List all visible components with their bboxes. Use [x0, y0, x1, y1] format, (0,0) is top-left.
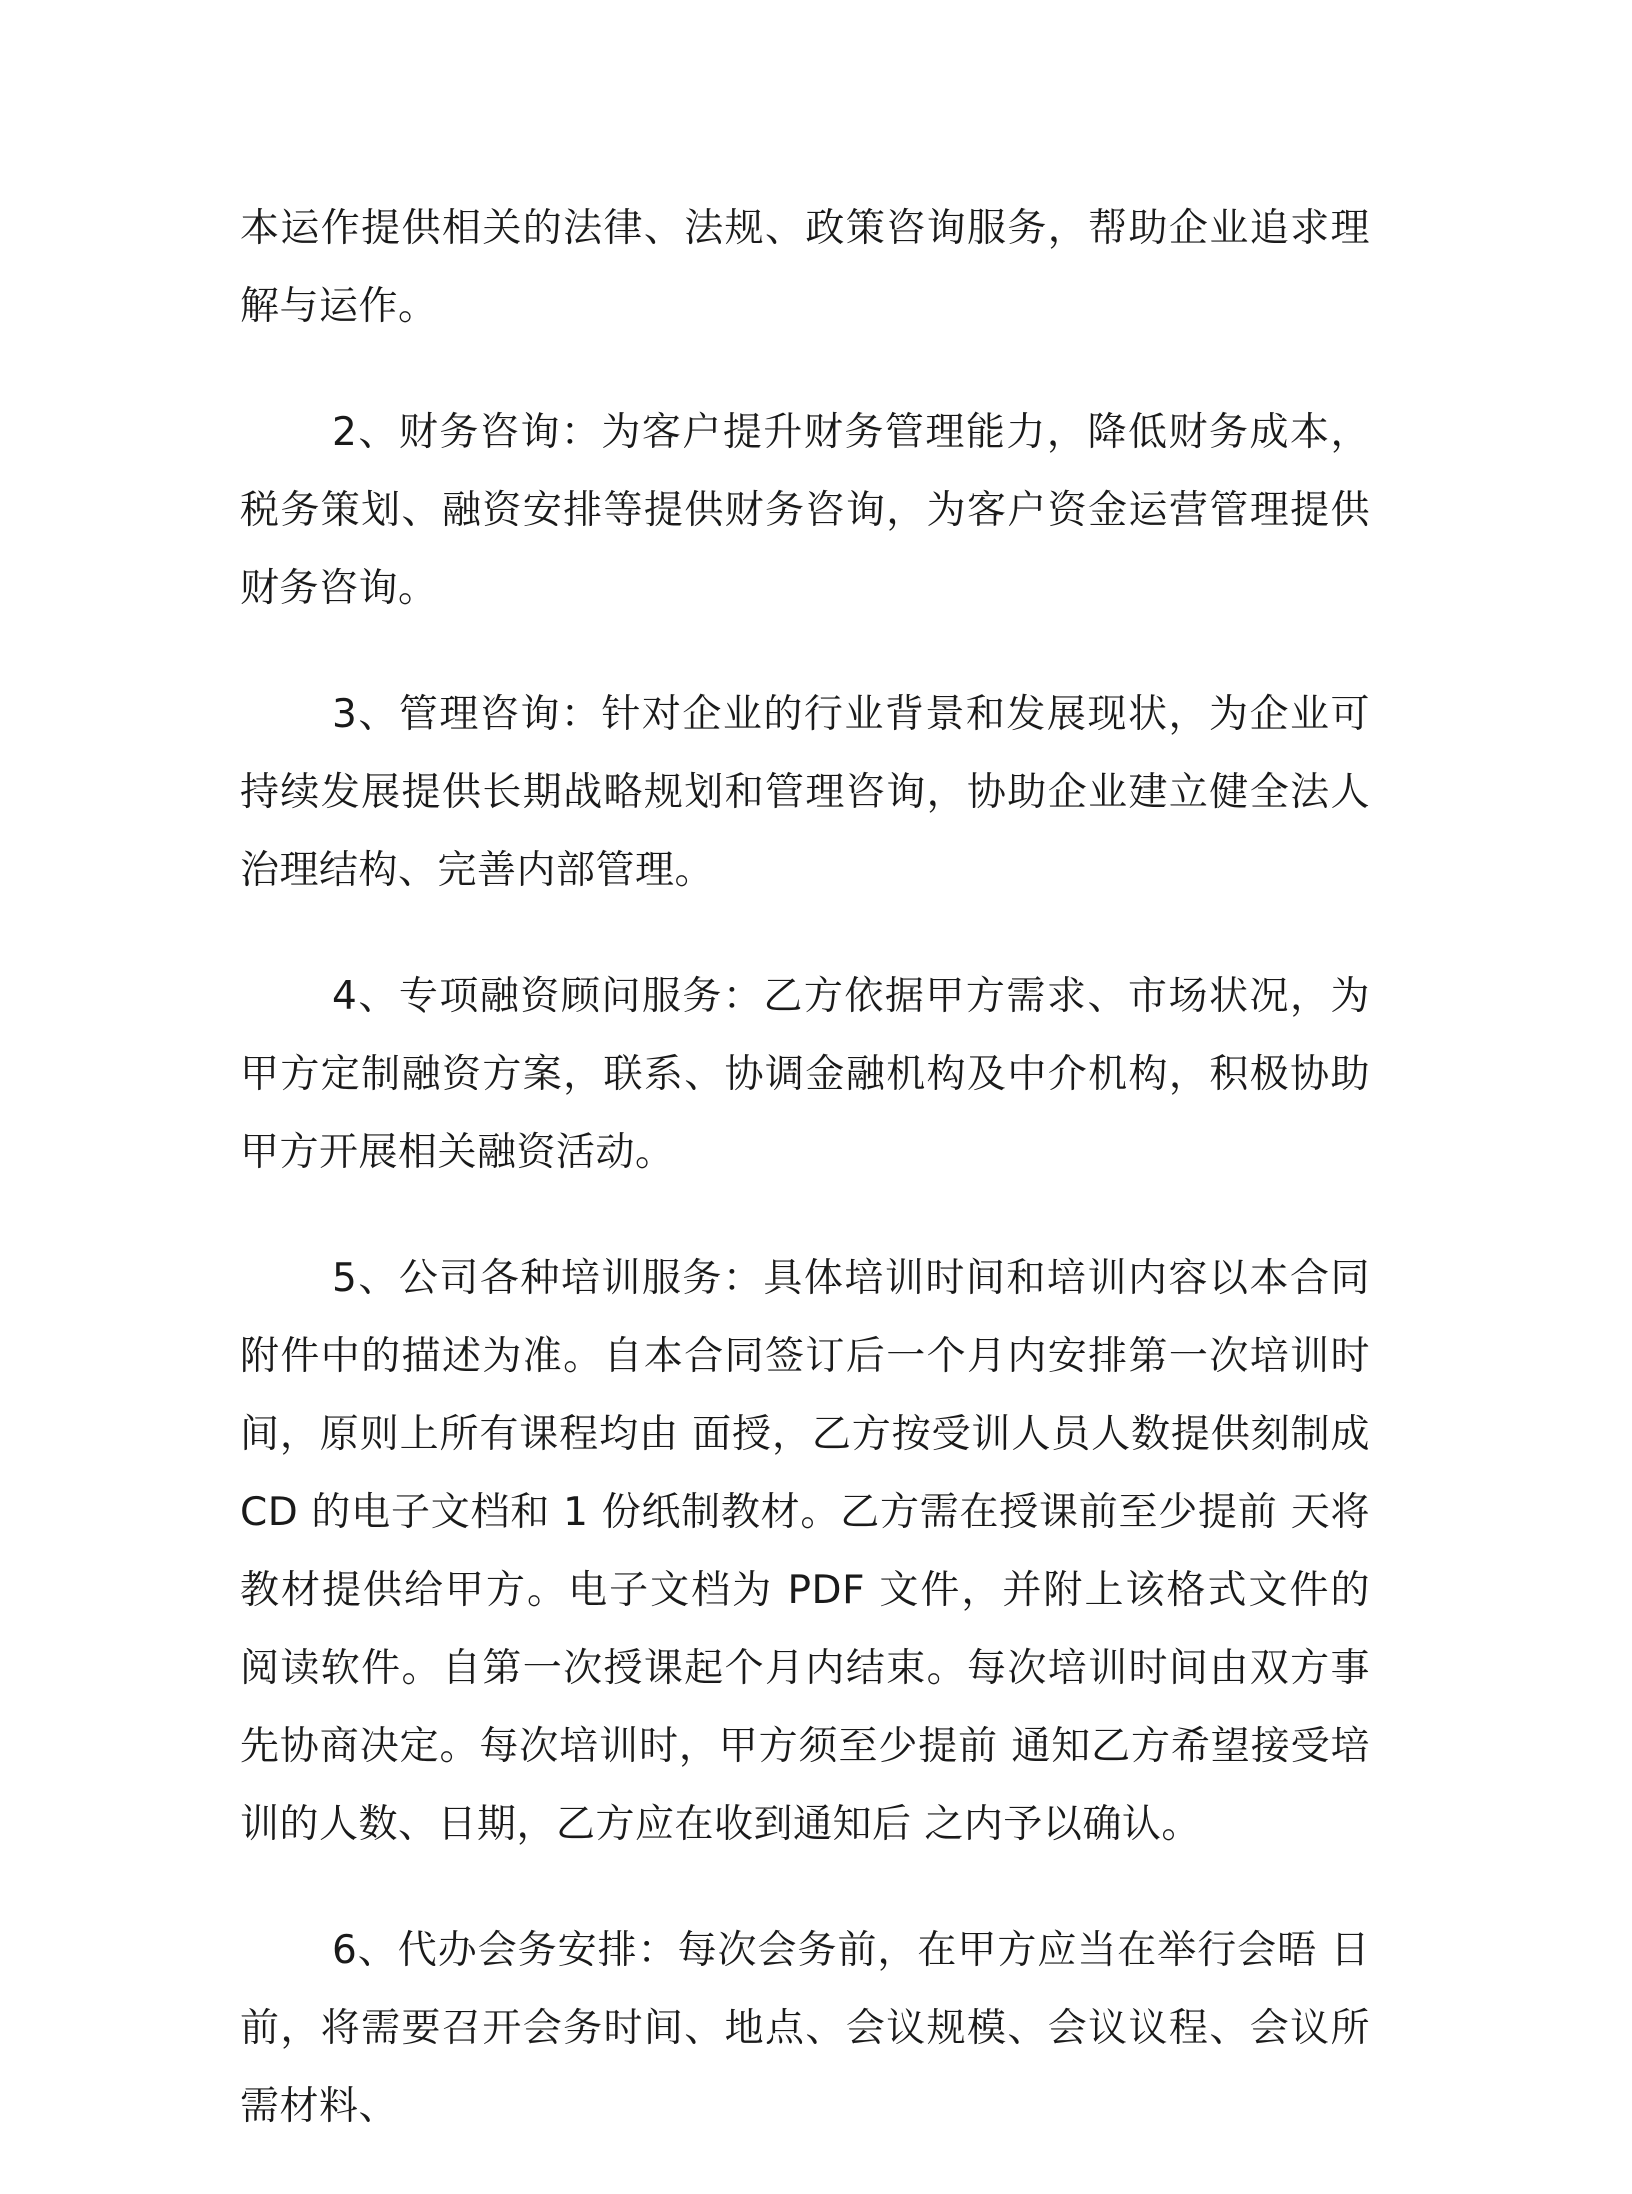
- paragraph-meeting-arrangement: 6、代办会务安排：每次会务前，在甲方应当在举行会晤 日前，将需要召开会务时间、地点、会议规模、会议议程、会议所需材料、: [240, 1928, 1370, 2129]
- paragraph-financing-advisory: 4、专项融资顾问服务：乙方依据甲方需求、市场状况，为甲方定制融资方案，联系、协调金融机构及中介机构，积极协助甲方开展相关融资活动。: [240, 974, 1370, 1175]
- paragraph-intro: 本运作提供相关的法律、法规、政策咨询服务，帮助企业追求理解与运作。: [240, 206, 1370, 329]
- paragraph-management-consulting: 3、管理咨询：针对企业的行业背景和发展现状，为企业可持续发展提供长期战略规划和管理咨询，协助企业建立健全法人治理结构、完善内部管理。: [240, 692, 1370, 893]
- document-page: [240, 190, 1370, 2194]
- paragraph-financial-consulting: 2、财务咨询：为客户提升财务管理能力，降低财务成本，税务策划、融资安排等提供财务咨询，为客户资金运营管理提供财务咨询。: [240, 410, 1370, 611]
- paragraph-training-services: 5、公司各种培训服务：具体培训时间和培训内容以本合同附件中的描述为准。自本合同签订后一个月内安排第一次培训时间，原则上所有课程均由 面授，乙方按受训人员人数提供刻制成 CD 的电子文档和 1 份纸制教材。乙方需在授课前至少提前 天将教材提供给甲方。电子文档为 PDF 文件，并附上该格式文件的阅读软件。自第一次授课起个月内结束。每次培训时间由双方事先协商决定。每次培训时，甲方须至少提前 通知乙方希望接受培训的人数、日期，乙方应在收到通知后 之内予以确认。: [240, 1256, 1370, 1847]
